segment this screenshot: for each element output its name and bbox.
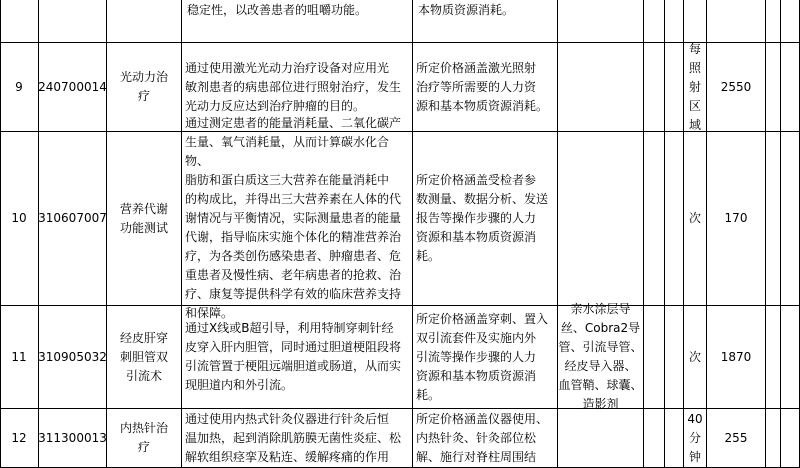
price: 170 xyxy=(724,211,748,225)
excluded-items: 亲水涂层导 丝、Cobra2导 管、引流导管、 经皮导入器、 血管鞘、球囊、 造影剂 xyxy=(558,302,643,411)
unit: 40 分 钟 xyxy=(687,411,703,464)
unit-cell xyxy=(684,409,706,467)
project-name-cell xyxy=(107,43,181,131)
project-code: 240700014 xyxy=(38,79,107,94)
row-number: 12 xyxy=(11,430,27,445)
price-note-cell xyxy=(413,306,557,408)
service-content: 通过X线或B超引导，利用特制穿刺针经 皮穿入肝内胆管，同时通过胆道梗阻段将 引流管置于梗阻远端胆道或肠道，从而实 现胆道内和外引流。 xyxy=(185,321,402,392)
service-content: 稳定性，以改善患者的咀嚼功能。 xyxy=(187,3,368,17)
price-note: 本物质资源消耗。 xyxy=(418,3,515,17)
project-name-cell xyxy=(107,132,181,305)
price-note-cell xyxy=(413,409,557,467)
column-divider xyxy=(664,0,665,468)
price: 1870 xyxy=(720,349,752,364)
unit: 次 xyxy=(688,211,701,225)
unit: 次 xyxy=(688,349,701,364)
project-name: 光动力治 疗 xyxy=(119,70,168,103)
service-content: 通过测定患者的能量消耗量、二氧化碳产 生量、氧气消耗量，从而计算碳水化合物、 脂肪和蛋白质这三大营养在能量消耗中 的构成比，并得出三大营养素在人体的代 谢情况与平衡情况，实际测量患者的能量 代谢，指导临床实施个体化的精准营养治 疗，为各类创伤感染患者、肿瘤患者、危 重患者及慢性病、老年病患者的抢救、治 疗、康复等提供科学有效的临床营养支持 和保障。 xyxy=(185,116,402,320)
price: 255 xyxy=(724,430,748,445)
price-note: 所定价格涵盖穿刺、置入 双引流套件及实施内外 引流等操作步骤的人力 资源和基本物质资源消 耗。 xyxy=(416,311,549,402)
service-content-cell xyxy=(182,116,412,320)
project-name-cell xyxy=(107,306,181,408)
service-content: 通过使用内热式针灸仪器进行针灸后恒 温加热，起到消除肌筋膜无菌性炎症、松 解软组织痉挛及粘连、缓解疼痛的作用 xyxy=(185,412,402,464)
project-code: 311300013 xyxy=(38,430,107,445)
row-number: 11 xyxy=(11,349,27,364)
project-name: 营养代谢 功能测试 xyxy=(119,201,168,235)
price-note-cell xyxy=(413,43,557,131)
price: 2550 xyxy=(720,79,752,94)
project-name-cell xyxy=(107,409,181,467)
project-name: 经皮肝穿 刺胆管双 引流术 xyxy=(119,330,168,383)
table-row xyxy=(415,0,557,42)
unit: 每 照 射 区 域 xyxy=(688,41,701,132)
column-divider xyxy=(780,0,781,468)
price-note: 所定价格涵盖激光照射 治疗等所需要的人力资 源和基本物质资源消耗。 xyxy=(416,60,549,113)
table-row xyxy=(184,0,412,42)
excluded-items-cell xyxy=(558,302,643,411)
price-note: 所定价格涵盖受检者参 数测量、数据分析、发送 报告等操作步骤的人力 资源和基本物质资源消 耗。 xyxy=(416,173,549,263)
project-code: 310905032 xyxy=(38,349,107,364)
service-content: 通过使用激光光动力治疗设备对应用光 敏剂患者的病患部位进行照射治疗，发生 光动力反应达到治疗肿瘤的目的。 xyxy=(185,60,402,113)
project-name: 内热针治 疗 xyxy=(119,421,168,454)
service-content-cell xyxy=(182,409,412,467)
column-divider xyxy=(765,0,766,468)
unit-cell xyxy=(684,43,706,131)
price-note-cell xyxy=(413,132,557,305)
service-content-cell xyxy=(182,306,412,408)
row-number: 9 xyxy=(15,79,23,94)
project-code: 310607007 xyxy=(38,211,107,225)
column-divider xyxy=(643,0,644,468)
row-number: 10 xyxy=(11,211,27,225)
price-note: 所定价格涵盖仪器使用、 内热针灸、针灸部位松 解、施行对脊柱周围结 xyxy=(416,412,549,464)
